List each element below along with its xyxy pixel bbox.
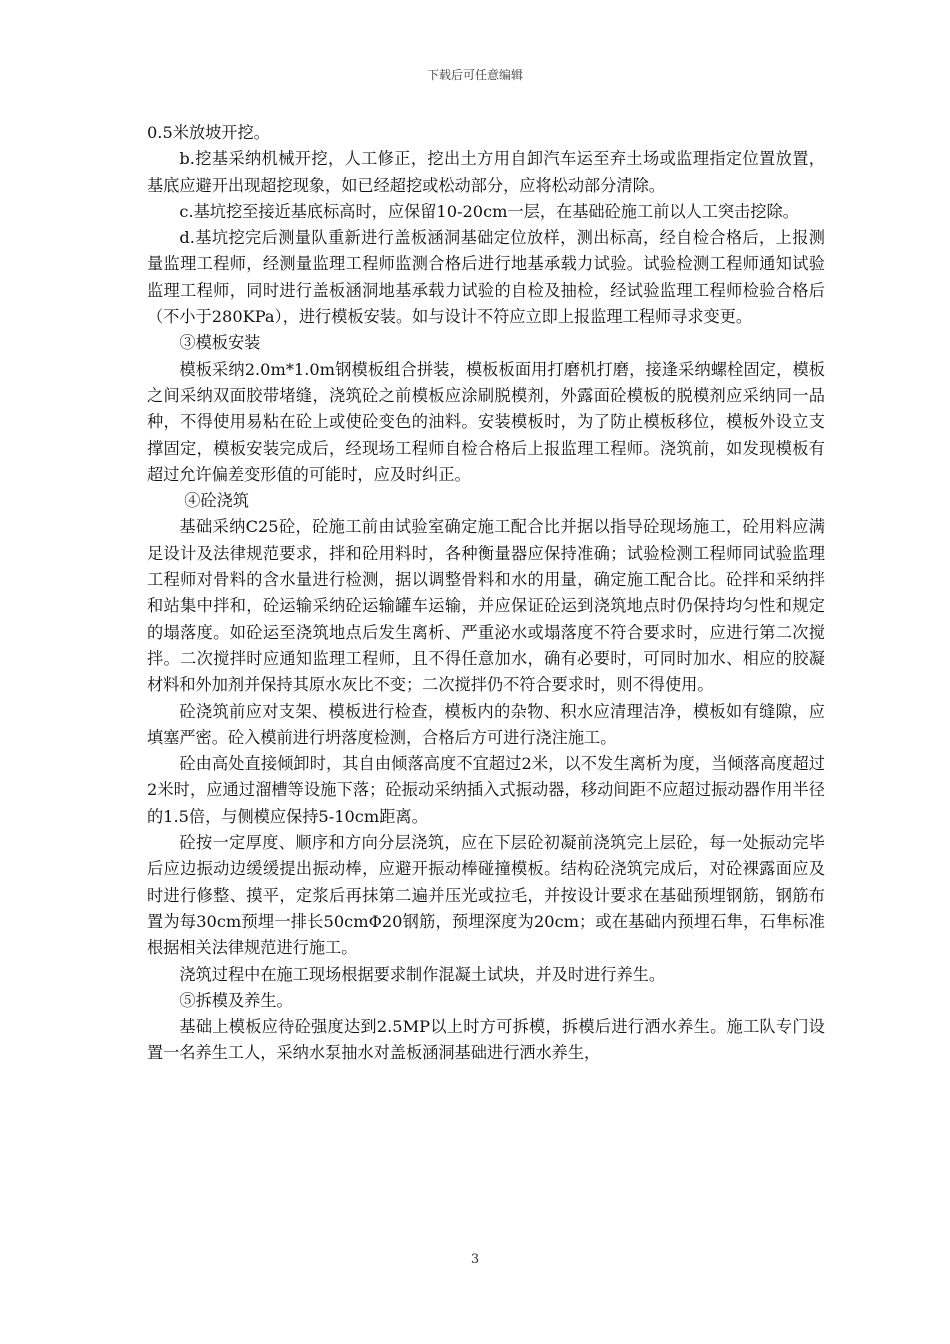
page-header: 下载后可任意编辑 [426, 68, 523, 82]
paragraph: c.基坑挖至接近基底标高时，应保留10-20cm一层，在基础砼施工前以人工突击挖除。 [179, 201, 799, 221]
page-number: 3 [470, 1252, 480, 1267]
paragraph: 基础上模板应待砼强度达到2.5MP以上时方可拆模，拆模后进行洒水养生。施工队专门设置一名养生工人，采纳水泵抽水对盖板涵洞基础进行洒水养生， [147, 1017, 825, 1063]
section-heading: ③模板安装 [179, 333, 261, 353]
paragraph: 砼由高处直接倾卸时，其自由倾落高度不宜超过2米，以不发生离析为度，当倾落高度超过2米时，应通过溜槽等设施下落；砼振动采纳插入式振动器，移动间距不应超过振动器作用半径的1.5倍，与侧模应保持5-10cm距离。 [147, 754, 825, 826]
section-heading: ④砼浇筑 [184, 491, 249, 511]
paragraph: 模板采纳2.0m*1.0m钢模板组合拼装，模板板面用打磨机打磨，接逢采纳螺栓固定，模板之间采纳双面胶带堵缝，浇筑砼之前模板应涂刷脱模剂，外露面砼模板的脱模剂应采纳同一品种，不得使用易粘在砼上或使砼变色的油料。安装模板时，为了防止模板移位，模板外设立支撑固定，模板安装完成后，经现场工程师自检合格后上报监理工程师。浇筑前，如发现模板有超过允许偏差变形值的可能时，应及时纠正。 [147, 359, 825, 484]
document-body [147, 120, 825, 1067]
section-heading: ⑤拆模及养生。 [179, 990, 293, 1010]
paragraph: d.基坑挖完后测量队重新进行盖板涵洞基础定位放样，测出标高，经自检合格后，上报测量监理工程师，经测量监理工程师监测合格后进行地基承载力试验。试验检测工程师通知试验监理工程师，同时进行盖板涵洞地基承载力试验的自检及抽检，经试验监理工程师检验合格后（不小于280KPa），进行模板安装。如与设计不符应立即上报监理工程师寻求变更。 [147, 228, 825, 327]
paragraph: 浇筑过程中在施工现场根据要求制作混凝土试块，并及时进行养生。 [179, 964, 666, 984]
paragraph: 砼按一定厚度、顺序和方向分层浇筑，应在下层砼初凝前浇筑完上层砼，每一处振动完毕后应边振动边缓缓提出振动棒，应避开振动棒碰撞模板。结构砼浇筑完成后，对砼裸露面应及时进行修整、摸平，定浆后再抹第二遍并压光或拉毛，并按设计要求在基础预埋钢筋，钢筋布置为每30cm预埋一排长50cmΦ20钢筋，预埋深度为20cm；或在基础内预埋石隼，石隼标准根据相关法律规范进行施工。 [147, 833, 825, 958]
paragraph: b.挖基采纳机械开挖，人工修正，挖出土方用自卸汽车运至弃土场或监理指定位置放置，基底应避开出现超挖现象，如已经超挖或松动部分，应将松动部分清除。 [147, 149, 825, 195]
paragraph: 砼浇筑前应对支架、模板进行检查，模板内的杂物、积水应清理洁净，模板如有缝隙，应填塞严密。砼入模前进行坍落度检测，合格后方可进行浇注施工。 [147, 701, 825, 747]
paragraph: 基础采纳C25砼，砼施工前由试验室确定施工配合比并据以指导砼现场施工，砼用料应满足设计及法律规范要求，拌和砼用料时，各种衡量器应保持准确；试验检测工程师同试验监理工程师对骨料的含水量进行检测，据以调整骨料和水的用量，确定施工配合比。砼拌和采纳拌和站集中拌和，砼运输采纳砼运输罐车运输，并应保证砼运到浇筑地点时仍保持均匀性和规定的塌落度。如砼运至浇筑地点后发生离析、严重泌水或塌落度不符合要求时，应进行第二次搅拌。二次搅拌时应通知监理工程师，且不得任意加水，确有必要时，可同时加水、相应的胶凝材料和外加剂并保持其原水灰比不变；二次搅拌仍不符合要求时，则不得使用。 [147, 517, 825, 695]
paragraph: 0.5米放坡开挖。 [147, 123, 270, 142]
